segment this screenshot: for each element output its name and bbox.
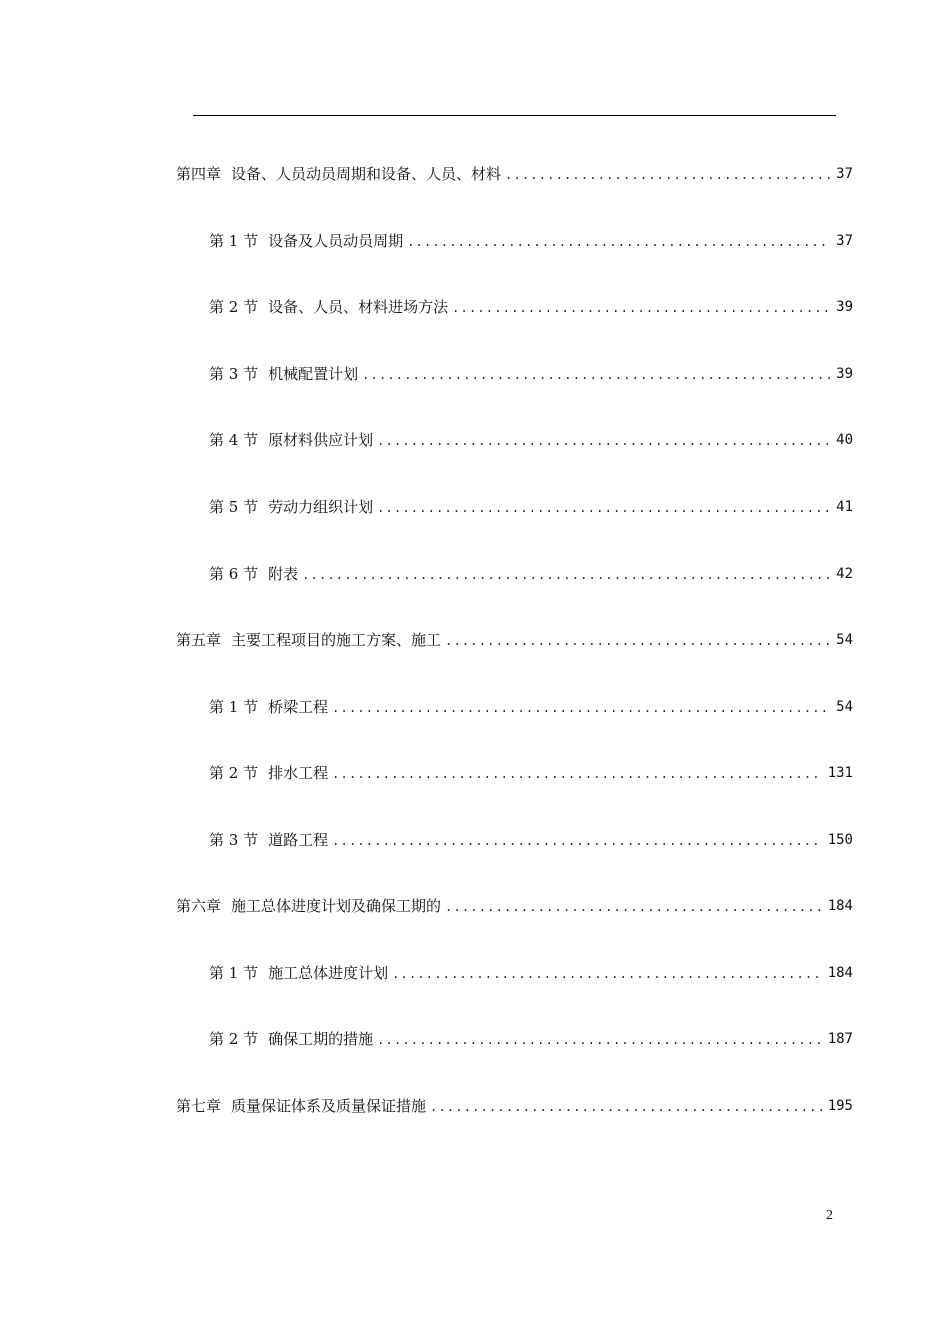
toc-entry-section[interactable] [209, 360, 853, 384]
toc-entry-number: 第 4 节 [209, 431, 259, 449]
toc-entry-section[interactable] [209, 227, 853, 251]
dot-leader [362, 366, 830, 384]
toc-entry-number: 第六章 [176, 897, 222, 915]
toc-entry-page: 37 [836, 233, 853, 249]
toc-entry-title: 确保工期的措施 [268, 1030, 374, 1048]
toc-entry-number: 第 3 节 [209, 365, 259, 383]
toc-entry-page: 40 [836, 432, 853, 448]
toc-entry-page: 184 [827, 898, 853, 914]
toc-entry-number: 第 3 节 [209, 831, 259, 849]
toc-entry-page: 150 [827, 832, 853, 848]
toc-entry-number: 第 6 节 [209, 565, 259, 583]
toc-entry-page: 39 [836, 366, 853, 382]
dot-leader [505, 166, 830, 184]
toc-entry-title: 附表 [268, 565, 299, 583]
toc-entry-number: 第 2 节 [209, 764, 259, 782]
toc-entry-title: 设备、人员动员周期和设备、人员、材料 [231, 165, 502, 183]
dot-leader [332, 699, 830, 717]
dot-leader [332, 832, 822, 850]
toc-entry-section[interactable] [209, 759, 853, 783]
toc-entry-chapter-4[interactable] [176, 160, 853, 184]
toc-entry-chapter-6[interactable] [176, 892, 853, 916]
toc-entry-title: 道路工程 [268, 831, 329, 849]
toc-entry-title: 施工总体进度计划及确保工期的 [231, 897, 442, 915]
dot-leader [407, 233, 830, 251]
toc-entry-number: 第 1 节 [209, 698, 259, 716]
toc-entry-section[interactable] [209, 693, 853, 717]
toc-entry-section[interactable] [209, 493, 853, 517]
dot-leader [445, 632, 830, 650]
toc-entry-section[interactable] [209, 826, 853, 850]
toc-entry-page: 187 [827, 1031, 853, 1047]
toc-entry-page: 39 [836, 299, 853, 315]
toc-entry-number: 第四章 [176, 165, 222, 183]
dot-leader [392, 965, 822, 983]
toc-entry-page: 184 [827, 965, 853, 981]
toc-entry-number: 第 1 节 [209, 964, 259, 982]
toc-entry-section[interactable] [209, 293, 853, 317]
dot-leader [377, 432, 830, 450]
toc-entry-title: 劳动力组织计划 [268, 498, 374, 516]
toc-entry-number: 第 2 节 [209, 298, 259, 316]
toc-entry-page: 131 [827, 765, 853, 781]
dot-leader [445, 898, 822, 916]
dot-leader [377, 1031, 822, 1049]
toc-entry-section[interactable] [209, 1025, 853, 1049]
toc-entry-title: 设备及人员动员周期 [268, 232, 404, 250]
toc-entry-chapter-7[interactable] [176, 1092, 853, 1116]
toc-entry-title: 设备、人员、材料进场方法 [268, 298, 449, 316]
toc-entry-title: 原材料供应计划 [268, 431, 374, 449]
dot-leader [302, 566, 830, 584]
toc-entry-page: 54 [836, 699, 853, 715]
toc-entry-title: 主要工程项目的施工方案、施工 [231, 631, 442, 649]
toc-entry-section[interactable] [209, 959, 853, 983]
toc-entry-number: 第 2 节 [209, 1030, 259, 1048]
toc-entry-page: 195 [827, 1098, 853, 1114]
toc-entry-number: 第五章 [176, 631, 222, 649]
toc-entry-page: 54 [836, 632, 853, 648]
toc-entry-number: 第 5 节 [209, 498, 259, 516]
dot-leader [452, 299, 830, 317]
dot-leader [332, 765, 822, 783]
page-number: 2 [826, 1208, 833, 1223]
toc-entry-chapter-5[interactable] [176, 626, 853, 650]
dot-leader [430, 1098, 822, 1116]
toc-entry-number: 第 1 节 [209, 232, 259, 250]
toc-entry-page: 42 [836, 566, 853, 582]
toc-entry-title: 机械配置计划 [268, 365, 359, 383]
toc-entry-title: 排水工程 [268, 764, 329, 782]
toc-entry-title: 施工总体进度计划 [268, 964, 389, 982]
toc-entry-section[interactable] [209, 560, 853, 584]
dot-leader [377, 499, 830, 517]
toc-entry-title: 质量保证体系及质量保证措施 [231, 1097, 427, 1115]
toc-entry-page: 37 [836, 166, 853, 182]
toc-entry-title: 桥梁工程 [268, 698, 329, 716]
toc-entry-section[interactable] [209, 426, 853, 450]
toc-entry-number: 第七章 [176, 1097, 222, 1115]
toc-entry-page: 41 [836, 499, 853, 515]
